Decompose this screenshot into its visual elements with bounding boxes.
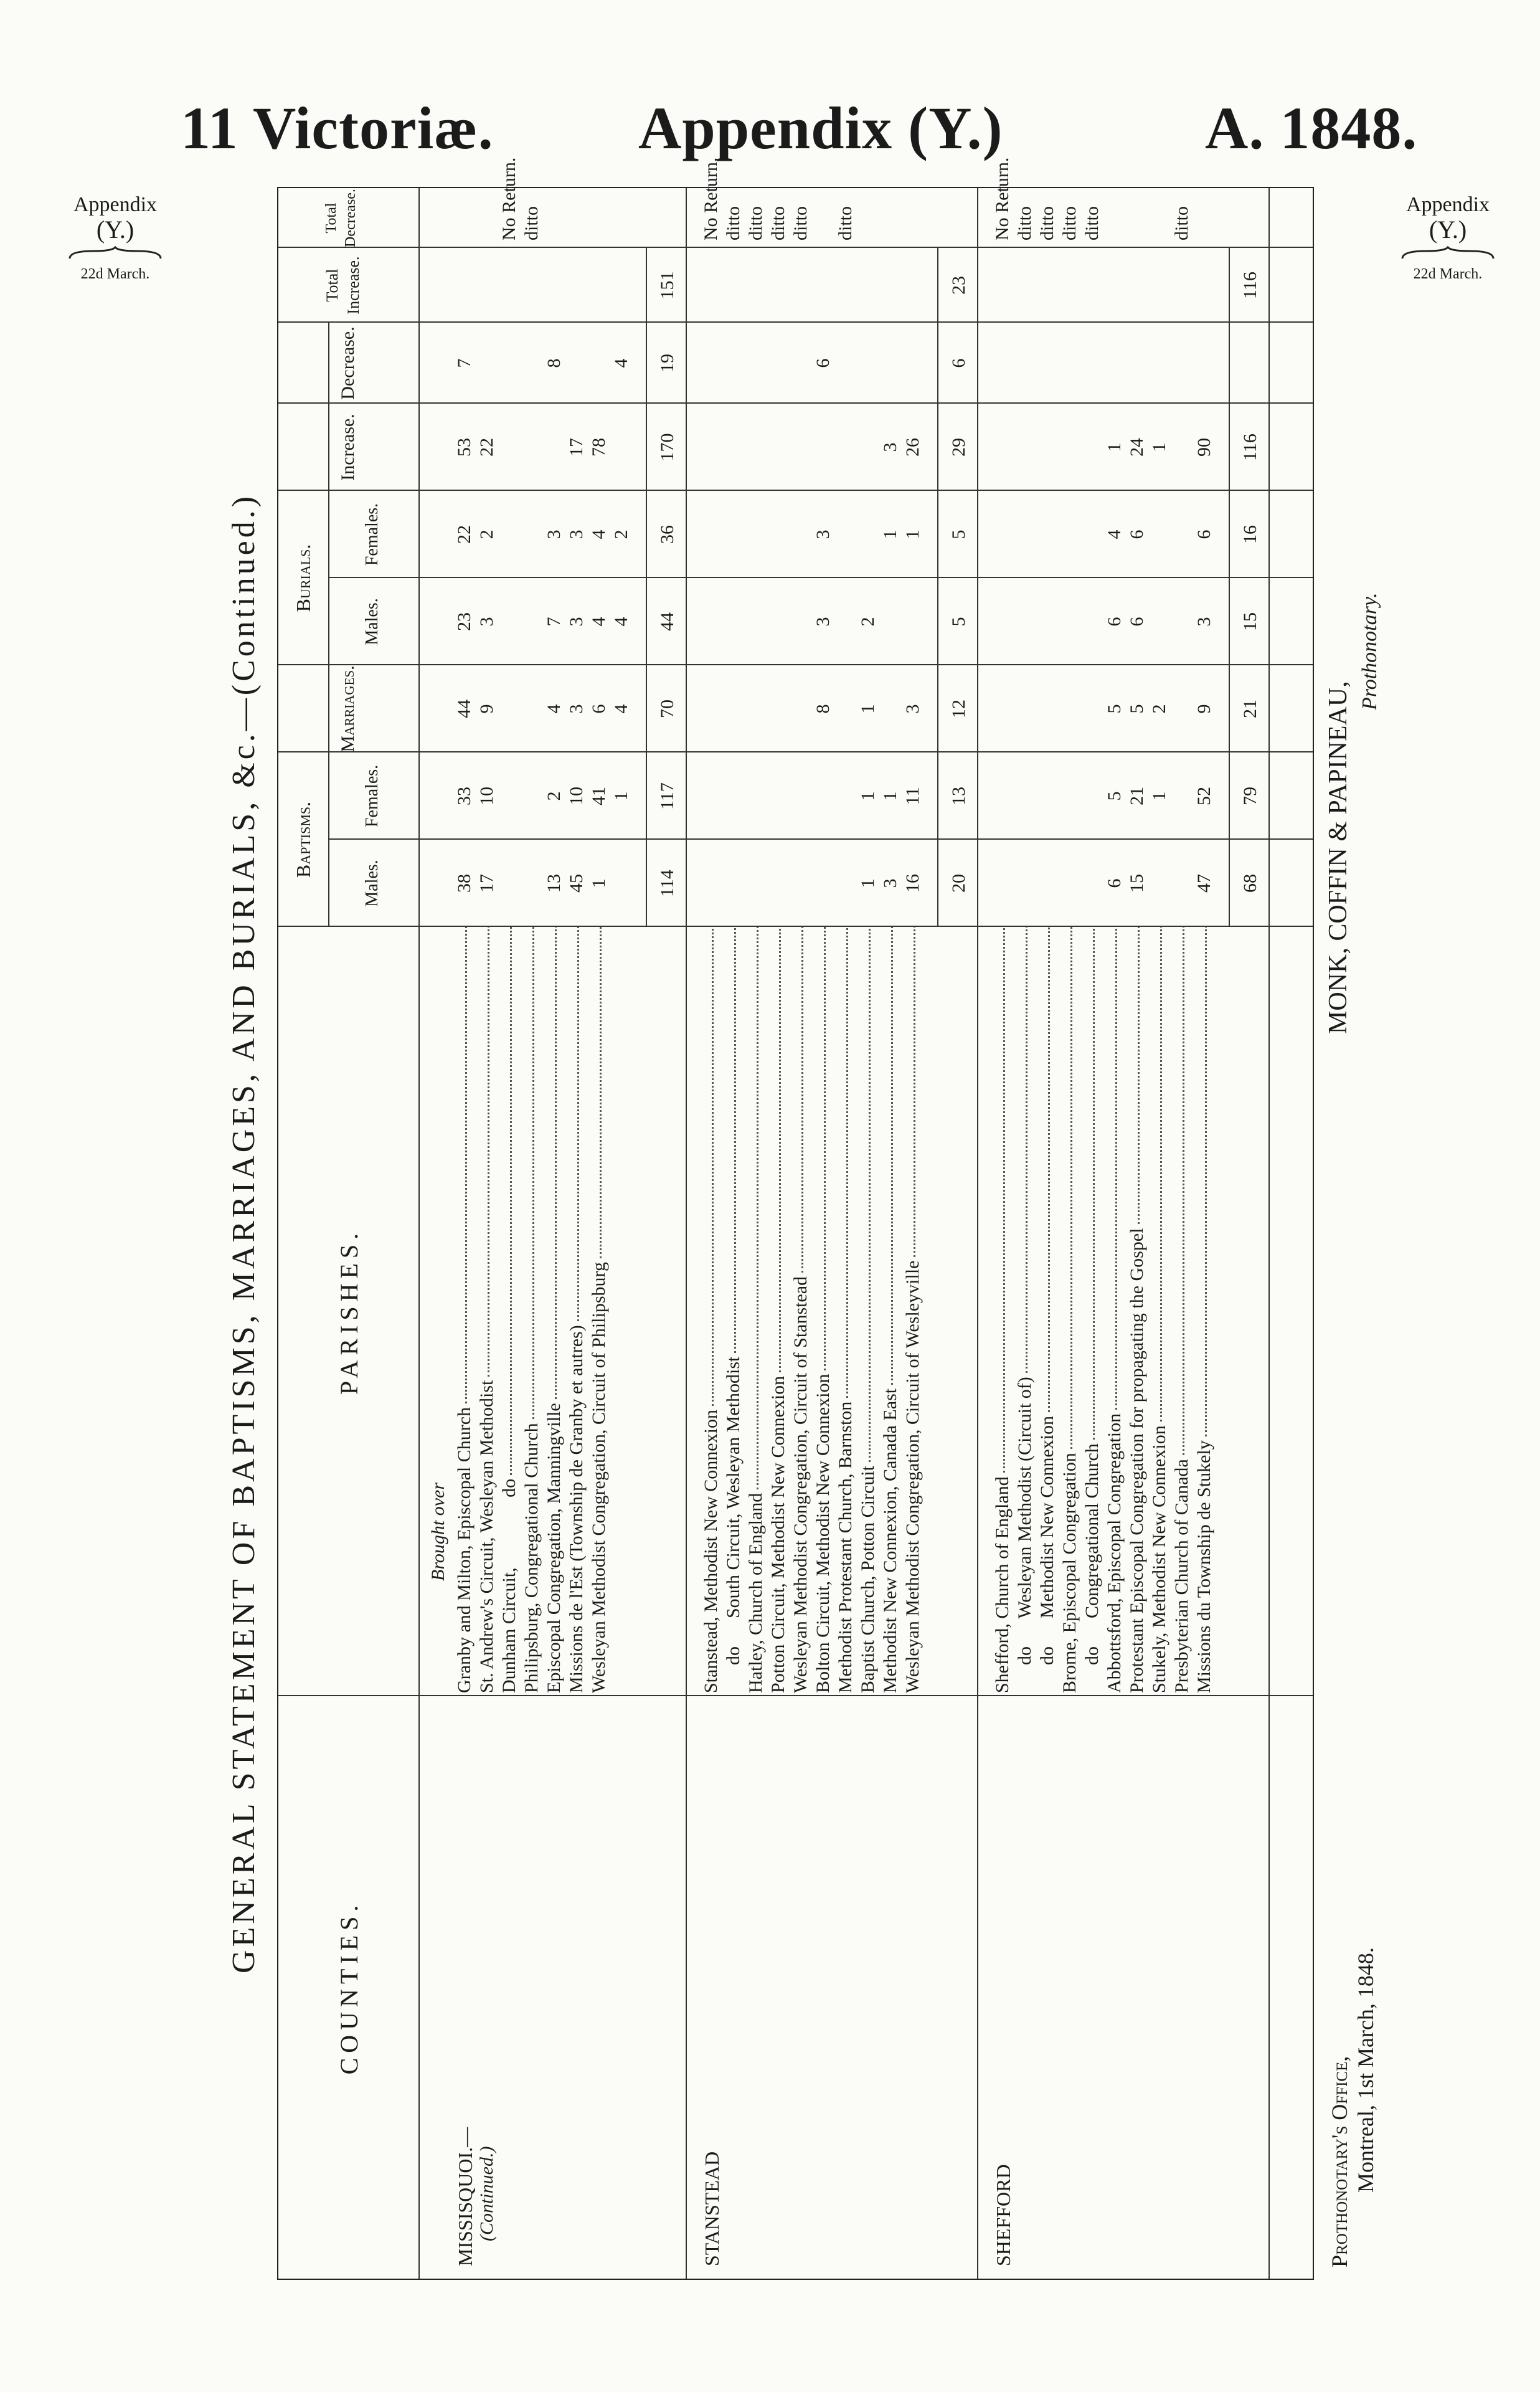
leader-dots bbox=[600, 927, 602, 1258]
parish-label: do Wesleyan Methodist (Circuit of) bbox=[1014, 1377, 1035, 1693]
cell-inc: 1 bbox=[1149, 442, 1169, 452]
parish-name bbox=[1014, 927, 1036, 1693]
leader-dots bbox=[1026, 927, 1027, 1373]
leader-dots bbox=[891, 927, 893, 1385]
cell-inc: 53 bbox=[454, 438, 475, 457]
total-increase: 23 bbox=[948, 276, 969, 295]
margin-note-date: 22d March. bbox=[1413, 266, 1483, 283]
cell-dec: 6 bbox=[813, 358, 833, 368]
cell-mar: 5 bbox=[1104, 704, 1125, 714]
parish-name bbox=[992, 927, 1013, 1693]
total-um: 44 bbox=[657, 612, 678, 631]
cell-bf: 33 bbox=[454, 787, 475, 805]
parish-label: Hatley, Church of England bbox=[745, 1493, 766, 1693]
cell-dec: 8 bbox=[544, 358, 564, 368]
margin-note-right bbox=[1386, 193, 1510, 283]
leader-dots bbox=[824, 927, 826, 1370]
total-uf: 5 bbox=[948, 529, 969, 539]
parish-name bbox=[1059, 927, 1080, 1693]
total-bf: 117 bbox=[657, 782, 678, 810]
parish-name bbox=[544, 927, 565, 1693]
cell-mar: 2 bbox=[1149, 704, 1169, 714]
leader-dots bbox=[801, 927, 803, 1273]
parish-label: Baptist Church, Potton Circuit bbox=[857, 1466, 878, 1693]
parish-label: Shefford, Church of England bbox=[992, 1476, 1013, 1693]
parish-name bbox=[1104, 927, 1125, 1693]
parish-label: Granby and Milton, Episcopal Church bbox=[454, 1407, 475, 1693]
total-bm: 20 bbox=[948, 874, 969, 893]
parish-label: do South Circuit, Wesleyan Methodist bbox=[723, 1356, 744, 1693]
parish-name bbox=[1171, 927, 1193, 1693]
header-parishes: PARISHES. bbox=[335, 1228, 363, 1395]
cell-um: 3 bbox=[566, 617, 587, 627]
margin-note-letter: (Y.) bbox=[1429, 216, 1467, 244]
header-increase: Increase. bbox=[338, 414, 358, 481]
parish-name bbox=[476, 927, 498, 1693]
cell-bf: 1 bbox=[857, 791, 878, 801]
cell-bf: 1 bbox=[1149, 791, 1169, 801]
cell-mar: 3 bbox=[902, 704, 923, 714]
parish-label: Philipsburg, Congregational Church bbox=[521, 1423, 542, 1693]
cell-bm: 1 bbox=[588, 878, 609, 888]
total-inc: 170 bbox=[657, 433, 678, 462]
cell-um: 4 bbox=[611, 617, 631, 627]
cell-mar: 3 bbox=[566, 704, 587, 714]
parish-label: Presbyterian Church of Canada bbox=[1171, 1459, 1192, 1693]
remark: ditto bbox=[790, 206, 811, 240]
total-dec: 6 bbox=[948, 358, 969, 368]
parish-name bbox=[1082, 927, 1103, 1693]
cell-uf: 1 bbox=[880, 529, 900, 539]
parish-label: Missions de l'Est (Township de Granby et autres) bbox=[566, 1325, 587, 1693]
cell-um: 6 bbox=[1127, 617, 1147, 627]
leader-dots bbox=[1183, 927, 1184, 1455]
parish-label: Protestant Episcopal Congregation for propagating the Gospel bbox=[1127, 1228, 1147, 1693]
header-subrule bbox=[328, 323, 329, 927]
cell-bm: 38 bbox=[454, 874, 475, 893]
total-um: 15 bbox=[1240, 612, 1260, 631]
col-rule bbox=[278, 1695, 1313, 1696]
parish-label: do Methodist New Connexion bbox=[1037, 1416, 1057, 1693]
cell-bm: 1 bbox=[857, 878, 878, 888]
parish-label: Methodist Protestant Church, Barnston bbox=[835, 1401, 856, 1693]
remark: ditto bbox=[521, 206, 542, 240]
county-name: SHEFFORD bbox=[992, 2164, 1014, 2266]
cell-uf: 3 bbox=[566, 529, 587, 539]
header-total-increase: Total Increase. bbox=[323, 256, 362, 315]
cell-inc: 26 bbox=[902, 438, 923, 457]
parish-label: St. Andrew's Circuit, Wesleyan Methodist bbox=[476, 1380, 497, 1693]
parish-label: Stanstead, Methodist New Connexion bbox=[701, 1410, 721, 1693]
cell-inc: 78 bbox=[588, 438, 609, 457]
cell-um: 6 bbox=[1104, 617, 1125, 627]
leader-dots bbox=[846, 927, 848, 1398]
leader-dots bbox=[1003, 927, 1005, 1473]
cell-bf: 10 bbox=[566, 787, 587, 805]
parish-label: Missions du Township de Stukely bbox=[1194, 1440, 1214, 1693]
cell-bf: 1 bbox=[611, 791, 631, 801]
leader-dots bbox=[488, 927, 489, 1377]
cell-mar: 5 bbox=[1127, 704, 1147, 714]
leader-dots bbox=[1138, 927, 1140, 1225]
parish-label: do Congregational Church bbox=[1082, 1443, 1102, 1693]
cell-um: 23 bbox=[454, 612, 475, 631]
parish-name bbox=[723, 927, 744, 1693]
margin-note-left bbox=[53, 193, 177, 283]
cell-bm: 6 bbox=[1104, 878, 1125, 888]
header-rule bbox=[418, 188, 420, 2279]
cell-bm: 15 bbox=[1127, 874, 1147, 893]
total-increase: 116 bbox=[1240, 272, 1260, 299]
margin-note-letter: (Y.) bbox=[96, 216, 135, 244]
cell-bm: 45 bbox=[566, 874, 587, 893]
cell-um: 2 bbox=[857, 617, 878, 627]
cell-bf: 10 bbox=[476, 787, 497, 805]
parish-name bbox=[813, 927, 834, 1693]
total-dec: 19 bbox=[657, 354, 678, 373]
remark: ditto bbox=[768, 206, 788, 240]
total-bf: 13 bbox=[948, 787, 969, 805]
parish-name bbox=[790, 927, 811, 1693]
leader-dots bbox=[465, 927, 467, 1403]
totals-rule bbox=[1229, 248, 1230, 927]
header-burials-males: Males. bbox=[362, 598, 382, 645]
cell-mar: 6 bbox=[588, 704, 609, 714]
remark: ditto bbox=[835, 206, 856, 240]
total-mar: 70 bbox=[657, 700, 678, 718]
cell-um: 3 bbox=[1194, 617, 1214, 627]
cell-uf: 6 bbox=[1127, 529, 1147, 539]
cell-bf: 52 bbox=[1194, 787, 1214, 805]
totals-rule bbox=[937, 248, 938, 927]
cell-uf: 2 bbox=[611, 529, 631, 539]
footer-office-label: Prothonotary's Office, bbox=[1327, 2056, 1352, 2267]
header-baptisms-females: Females. bbox=[362, 764, 382, 828]
header-decrease: Decrease. bbox=[338, 326, 358, 400]
total-bf: 79 bbox=[1240, 787, 1260, 805]
county-name: MISSISQUOI.— bbox=[454, 2127, 476, 2266]
cell-uf: 2 bbox=[476, 529, 497, 539]
parish-label: Bolton Circuit, Methodist New Connexion bbox=[813, 1374, 833, 1693]
leader-dots bbox=[1205, 927, 1207, 1436]
total-inc: 29 bbox=[948, 438, 969, 457]
parish-label: Methodist New Connexion, Canada East bbox=[880, 1388, 900, 1693]
total-inc: 116 bbox=[1240, 434, 1260, 461]
footer-signature bbox=[1323, 592, 1383, 1034]
header-counties: COUNTIES. bbox=[335, 1900, 363, 2075]
brought-over-label: Brought over bbox=[428, 1482, 448, 1581]
header-burials: Burials. bbox=[292, 544, 314, 612]
parish-name bbox=[768, 927, 789, 1693]
cell-uf: 3 bbox=[813, 529, 833, 539]
parish-name bbox=[1127, 927, 1148, 1693]
signature-title: Prothonotary. bbox=[1358, 592, 1381, 710]
parish-name bbox=[745, 927, 767, 1693]
parish-label: Episcopal Congregation, Manningville bbox=[544, 1403, 564, 1693]
leader-dots bbox=[577, 927, 579, 1321]
cell-bf: 1 bbox=[880, 791, 900, 801]
parish-label: Brome, Episcopal Congregation bbox=[1059, 1453, 1080, 1693]
parish-name bbox=[499, 927, 520, 1693]
parish-name bbox=[521, 927, 542, 1693]
footer-place-date: Montreal, 1st March, 1848. bbox=[1353, 1947, 1378, 2193]
cell-uf: 1 bbox=[902, 529, 923, 539]
cell-bf: 11 bbox=[902, 787, 923, 805]
leader-dots bbox=[510, 927, 512, 1475]
header-left: 11 Victoriæ. bbox=[181, 95, 494, 161]
parish-name bbox=[454, 927, 475, 1693]
leader-dots bbox=[869, 927, 871, 1462]
total-um: 5 bbox=[948, 617, 969, 627]
margin-note-date: 22d March. bbox=[80, 266, 150, 283]
parish-label: Dunham Circuit, do bbox=[499, 1478, 519, 1693]
cell-mar: 1 bbox=[857, 704, 878, 714]
cell-mar: 4 bbox=[611, 704, 631, 714]
total-bm: 114 bbox=[657, 870, 678, 897]
leader-dots bbox=[1160, 927, 1162, 1421]
header-right: A. 1848. bbox=[1205, 95, 1418, 161]
parish-label: Wesleyan Methodist Congregation, Circuit of Wesleyville bbox=[902, 1260, 923, 1693]
parish-name bbox=[1149, 927, 1170, 1693]
group-rule bbox=[977, 188, 978, 2279]
cell-mar: 4 bbox=[544, 704, 564, 714]
leader-dots bbox=[914, 927, 915, 1257]
cell-mar: 8 bbox=[813, 704, 833, 714]
brace-icon bbox=[68, 246, 162, 260]
leader-dots bbox=[1115, 927, 1117, 1410]
group-rule bbox=[1268, 188, 1270, 2279]
cell-um: 3 bbox=[813, 617, 833, 627]
parish-label: Wesleyan Methodist Congregation, Circuit of Stanstead bbox=[790, 1276, 811, 1693]
parish-name bbox=[902, 927, 924, 1693]
cell-uf: 4 bbox=[1104, 529, 1125, 539]
brace-icon bbox=[1401, 246, 1495, 260]
cell-uf: 22 bbox=[454, 525, 475, 544]
footer-office bbox=[1326, 1947, 1379, 2267]
cell-bm: 16 bbox=[902, 874, 923, 893]
total-uf: 36 bbox=[657, 525, 678, 544]
remark: No Return. bbox=[992, 157, 1013, 240]
remark: ditto bbox=[1059, 206, 1080, 240]
statement-table bbox=[277, 157, 1314, 2280]
cell-um: 4 bbox=[588, 617, 609, 627]
remark: ditto bbox=[1014, 206, 1035, 240]
totals-rule bbox=[646, 248, 647, 927]
cell-bm: 3 bbox=[880, 878, 900, 888]
parish-name bbox=[1037, 927, 1058, 1693]
leader-dots bbox=[555, 927, 557, 1399]
parish-name bbox=[880, 927, 901, 1693]
col-rule bbox=[278, 321, 1313, 323]
cell-inc: 17 bbox=[566, 438, 587, 457]
cell-bf: 21 bbox=[1127, 787, 1147, 805]
signature-name: MONK, COFFIN & PAPINEAU, bbox=[1324, 681, 1353, 1034]
total-mar: 12 bbox=[948, 700, 969, 718]
cell-um: 7 bbox=[544, 617, 564, 627]
remark: ditto bbox=[1171, 206, 1192, 240]
rotated-statement bbox=[212, 157, 1395, 2280]
margin-note-title: Appendix bbox=[73, 193, 158, 216]
parish-label: Stukely, Methodist New Connexion bbox=[1149, 1425, 1169, 1693]
cell-mar: 9 bbox=[1194, 704, 1214, 714]
parish-label: Potton Circuit, Methodist New Connexion bbox=[768, 1375, 788, 1693]
cell-inc: 1 bbox=[1104, 442, 1125, 452]
cell-bf: 41 bbox=[588, 787, 609, 805]
remark: ditto bbox=[745, 206, 766, 240]
margin-note-title: Appendix bbox=[1405, 193, 1490, 216]
cell-mar: 44 bbox=[454, 700, 475, 718]
county-name: STANSTEAD bbox=[701, 2151, 723, 2266]
cell-uf: 3 bbox=[544, 529, 564, 539]
cell-um: 3 bbox=[476, 617, 497, 627]
header-total-decrease: Total Decrease. bbox=[323, 189, 359, 247]
col-rule bbox=[278, 247, 1313, 248]
leader-dots bbox=[1070, 927, 1072, 1449]
total-mar: 21 bbox=[1240, 700, 1260, 718]
remark: ditto bbox=[1037, 206, 1057, 240]
cell-bm: 47 bbox=[1194, 874, 1214, 893]
leader-dots bbox=[1093, 927, 1095, 1440]
remark: ditto bbox=[723, 206, 744, 240]
remark: ditto bbox=[1082, 206, 1102, 240]
total-bm: 68 bbox=[1240, 874, 1260, 893]
cell-bm: 17 bbox=[476, 874, 497, 893]
total-increase: 151 bbox=[657, 271, 678, 300]
cell-mar: 9 bbox=[476, 704, 497, 714]
group-rule bbox=[686, 188, 687, 2279]
leader-dots bbox=[779, 927, 781, 1372]
header-marriages: Marriages. bbox=[338, 665, 358, 752]
cell-inc: 3 bbox=[880, 442, 900, 452]
cell-inc: 22 bbox=[476, 438, 497, 457]
cell-bm: 13 bbox=[544, 874, 564, 893]
cell-dec: 7 bbox=[454, 358, 475, 368]
cell-bf: 2 bbox=[544, 791, 564, 801]
parish-name bbox=[835, 927, 856, 1693]
parish-name bbox=[857, 927, 879, 1693]
cell-inc: 24 bbox=[1127, 438, 1147, 457]
remark: No Return. bbox=[499, 157, 519, 240]
header-burials-females: Females. bbox=[362, 503, 382, 566]
parish-label: Abbottsford, Episcopal Congregation bbox=[1104, 1413, 1125, 1693]
parish-label: Wesleyan Methodist Congregation, Circuit of Philipsburg bbox=[588, 1262, 609, 1693]
parish-name bbox=[566, 927, 587, 1693]
leader-dots bbox=[734, 927, 736, 1353]
header-center: Appendix (Y.) bbox=[638, 95, 1003, 161]
cell-inc: 90 bbox=[1194, 438, 1214, 457]
leader-dots bbox=[1048, 927, 1050, 1412]
cell-uf: 6 bbox=[1194, 529, 1214, 539]
leader-dots bbox=[757, 927, 758, 1489]
parish-name bbox=[1194, 927, 1215, 1693]
remark: No Return. bbox=[701, 157, 721, 240]
parish-name bbox=[701, 927, 722, 1693]
cell-uf: 4 bbox=[588, 529, 609, 539]
county-continued: (Continued.) bbox=[476, 2146, 497, 2241]
table-title: GENERAL STATEMENT OF BAPTISMS, MARRIAGES, AND BURIALS, &c.—(Continued.) bbox=[226, 493, 262, 1974]
leader-dots bbox=[712, 927, 714, 1406]
header-baptisms: Baptisms. bbox=[292, 801, 314, 878]
leader-dots bbox=[532, 927, 534, 1419]
cell-dec: 4 bbox=[611, 358, 631, 368]
header-baptisms-males: Males. bbox=[362, 860, 382, 907]
cell-bf: 5 bbox=[1104, 791, 1125, 801]
total-uf: 16 bbox=[1240, 525, 1260, 544]
parish-name bbox=[588, 927, 610, 1693]
